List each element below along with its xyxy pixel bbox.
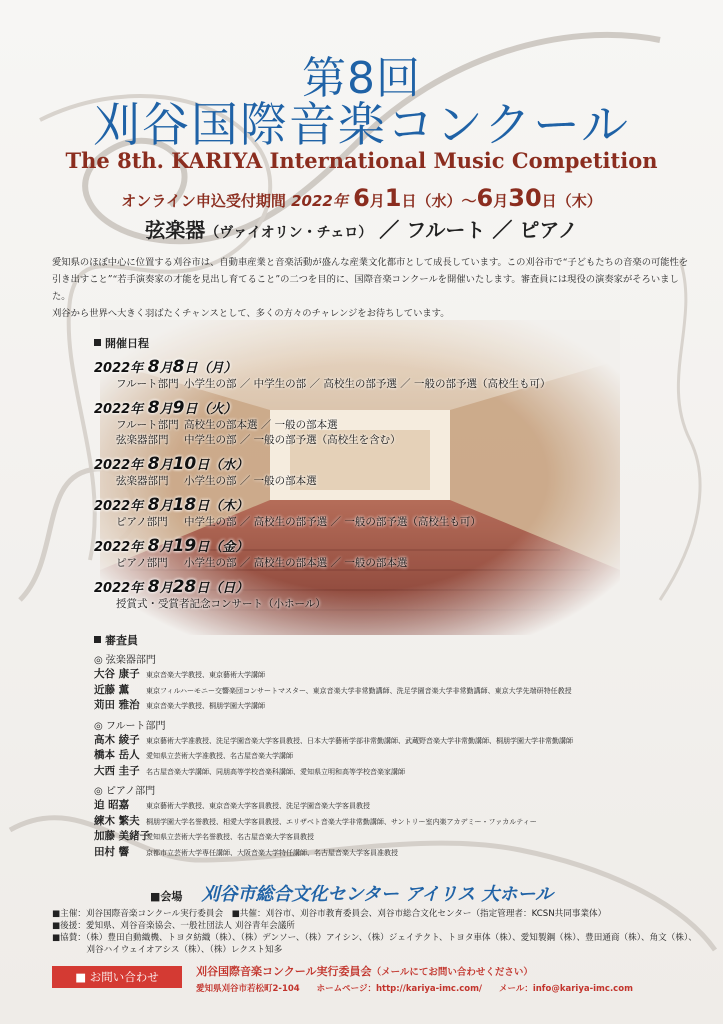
category-piano: ピアノ xyxy=(519,218,578,242)
judge-entry xyxy=(94,814,694,830)
period-year: 2022年 xyxy=(291,192,348,210)
day-unit: 日 xyxy=(196,540,210,555)
schedule-date xyxy=(94,454,694,474)
judges-heading xyxy=(94,632,694,648)
day-unit: 日 xyxy=(196,581,210,596)
schedule-section xyxy=(94,335,694,612)
day-unit: 日 xyxy=(541,192,557,210)
event-detail: 中学生の部 ／ 一般の部予選（高校生を含む） xyxy=(184,434,401,446)
category-sep: ／ xyxy=(379,218,400,242)
schedule-date xyxy=(94,398,694,418)
judge-title: 東京音楽大学教授、東京藝術大学講師 xyxy=(146,671,265,679)
month-unit: 月 xyxy=(159,499,173,514)
period-end-month: 6 xyxy=(476,184,494,212)
date-month: 8 xyxy=(147,536,160,556)
date-day: 19 xyxy=(172,536,197,556)
month-unit: 月 xyxy=(159,361,173,376)
judge-group-title: ◎ フルート部門 xyxy=(94,720,166,732)
judge-name: 大西 圭子 xyxy=(94,764,140,777)
judge-entry xyxy=(94,733,694,749)
period-start-dow: （水） xyxy=(416,192,462,210)
event-dept: 弦楽器部門 xyxy=(116,434,169,446)
judge-entry xyxy=(94,748,694,764)
competition-title: 刈谷国際音楽コンクール xyxy=(92,98,631,153)
date-year: 2022年 xyxy=(94,540,144,555)
date-dow: （金） xyxy=(209,540,249,555)
category-strings-detail: （ヴァイオリン・チェロ） xyxy=(205,225,373,241)
application-period xyxy=(0,184,723,212)
schedule-date xyxy=(94,536,694,556)
event-dept: ピアノ部門 xyxy=(116,557,168,569)
period-end-day: 30 xyxy=(508,184,542,212)
date-year: 2022年 xyxy=(94,499,144,514)
day-unit: 日 xyxy=(184,402,198,417)
month-unit: 月 xyxy=(493,192,509,210)
credits-line: ■後援：愛知県、刈谷音楽協会、一般社団法人 刈谷青年会議所 xyxy=(52,921,295,931)
bullet-square-icon xyxy=(94,636,101,643)
date-dow: （木） xyxy=(209,499,249,514)
contact-email-link[interactable]: メール：info@kariya-imc.com xyxy=(499,984,633,994)
event-detail: 小学生の部 ／ 中学生の部 ／ 高校生の部予選 ／ 一般の部予選（高校生も可） xyxy=(184,378,551,390)
schedule-date xyxy=(94,357,694,377)
event-dept: ピアノ部門 xyxy=(116,516,168,528)
period-tilde: ～ xyxy=(461,192,477,210)
contact-homepage-link[interactable]: ホームページ：http://kariya-imc.com/ xyxy=(316,984,483,994)
judge-group-title: ◎ ピアノ部門 xyxy=(94,786,156,797)
judge-title: 東京フィルハーモニー交響楽団コンサートマスター、東京音楽大学非常勤講師、洗足学園音楽大学非常勤講師、東京大学先端研特任教授 xyxy=(146,686,572,695)
venue-label: ■会場 xyxy=(150,890,183,903)
date-dow: （日） xyxy=(209,581,249,596)
organizer-name: 刈谷国際音楽コンクール実行委員会 xyxy=(196,965,372,978)
period-start-month: 6 xyxy=(353,184,370,212)
judges-section xyxy=(94,632,694,860)
period-label: オンライン申込受付期間 xyxy=(121,192,286,210)
date-month: 8 xyxy=(147,398,160,418)
event-detail: 小学生の部 ／ 高校生の部本選 ／ 一般の部本選 xyxy=(184,557,408,569)
bullet-square-icon xyxy=(94,339,101,346)
period-end-dow: （木） xyxy=(556,192,602,210)
date-month: 8 xyxy=(147,495,160,515)
intro-line: 愛知県のほぼ中心に位置する刈谷市は、自動車産業と音楽活動が盛んな産業文化都市として成長しています。この刈谷市で“子どもたちの音楽の可能性を xyxy=(52,257,689,268)
date-dow: （火） xyxy=(197,402,237,417)
credits-line: ■主催：刈谷国際音楽コンクール実行委員会 ■共催：刈谷市、刈谷市教育委員会、刈谷市総合文化センター（指定管理者：KCSN共同事業体） xyxy=(52,909,607,919)
date-month: 8 xyxy=(147,454,160,474)
day-unit: 日 xyxy=(401,192,417,210)
judge-title: 東京藝術大学准教授、洗足学園音楽大学客員教授、日本大学藝術学部非常勤講師、武蔵野音楽大学非常勤講師、桐朋学園大学非常勤講師 xyxy=(146,736,573,745)
month-unit: 月 xyxy=(369,192,385,210)
category-strings: 弦楽器 xyxy=(145,218,206,242)
judge-title: 愛知県立芸術大学名誉教授、名古屋音楽大学客員教授 xyxy=(146,833,314,841)
judge-entry xyxy=(94,667,694,683)
venue-name: 刈谷市総合文化センター アイリス 大ホール xyxy=(201,884,553,905)
organizer-note: （メールにてお問い合わせください） xyxy=(371,967,533,978)
judge-entry xyxy=(94,829,694,845)
judge-name: 橋本 岳人 xyxy=(94,749,140,761)
judge-entry xyxy=(94,764,694,780)
schedule-event xyxy=(116,597,694,612)
date-dow: （月） xyxy=(197,361,237,376)
event-detail: 高校生の部本選 ／ 一般の部本選 xyxy=(184,419,338,431)
contact-label: ■ お問い合わせ xyxy=(52,966,182,988)
judge-entry xyxy=(94,683,694,699)
judge-name: 加藤 美緒子 xyxy=(94,830,151,842)
intro-text xyxy=(52,254,692,322)
schedule-event xyxy=(116,474,694,489)
intro-line: 引き出すこと”“若手演奏家の才能を見出し育てること”の二つを目的に、国際音楽コンクールを開催いたします。審査員には現役の演奏家がそろいました。 xyxy=(52,274,679,302)
judge-name: 苅田 雅治 xyxy=(94,699,140,711)
judge-name: 練木 繁夫 xyxy=(94,814,140,827)
date-year: 2022年 xyxy=(94,402,144,417)
schedule-date xyxy=(94,577,694,597)
month-unit: 月 xyxy=(159,402,173,417)
schedule-event xyxy=(116,515,694,530)
judge-entry xyxy=(94,845,694,861)
date-year: 2022年 xyxy=(94,361,144,376)
event-dept: フルート部門 xyxy=(116,378,179,390)
judge-name: 田村 響 xyxy=(94,845,130,858)
judge-name: 高木 綾子 xyxy=(94,733,140,746)
organizer-contact xyxy=(196,963,533,979)
date-year: 2022年 xyxy=(94,458,144,473)
categories-line xyxy=(0,214,723,243)
judge-name: 近藤 薫 xyxy=(94,683,130,696)
contact-details xyxy=(196,982,647,994)
judge-title: 愛知県立芸術大学准教授、名古屋音楽大学講師 xyxy=(146,752,293,760)
date-month: 8 xyxy=(147,357,160,377)
credits-block xyxy=(52,908,697,956)
event-detail: 小学生の部 ／ 一般の部本選 xyxy=(184,475,317,487)
schedule-heading xyxy=(94,335,694,351)
date-month: 8 xyxy=(147,577,160,597)
event-dept: 弦楽器部門 xyxy=(116,475,169,487)
event-detail: 授賞式・受賞者記念コンサート（小ホール） xyxy=(116,598,326,610)
judge-entry xyxy=(94,698,694,714)
schedule-event xyxy=(116,418,694,433)
venue-line xyxy=(150,880,553,906)
judge-title: 東京藝術大学教授、東京音楽大学客員教授、洗足学園音楽大学客員教授 xyxy=(146,802,370,810)
schedule-event xyxy=(116,377,694,392)
schedule-heading-text: 開催日程 xyxy=(105,337,149,350)
schedule-date xyxy=(94,495,694,515)
date-day: 10 xyxy=(172,454,197,474)
date-dow: （水） xyxy=(209,458,249,473)
day-unit: 日 xyxy=(196,458,210,473)
category-flute: フルート xyxy=(406,218,486,242)
day-unit: 日 xyxy=(196,499,210,514)
date-year: 2022年 xyxy=(94,581,144,596)
credits-line: 刈谷ハイウェイオアシス（株）、（株）レクスト知多 xyxy=(52,945,283,955)
event-dept: フルート部門 xyxy=(116,419,179,431)
schedule-event xyxy=(116,556,694,571)
contact-address: 愛知県刈谷市若松町2-104 xyxy=(196,984,300,994)
day-unit: 日 xyxy=(184,361,198,376)
judge-group-title: ◎ 弦楽器部門 xyxy=(94,655,156,666)
date-day: 8 xyxy=(172,357,185,377)
english-title: The 8th. KARIYA International Music Competition xyxy=(65,148,658,173)
date-day: 28 xyxy=(172,577,197,597)
period-start-day: 1 xyxy=(384,184,402,212)
judge-title: 名古屋音楽大学講師、同朋高等学校音楽科講師、愛知県立明和高等学校音楽家講師 xyxy=(146,767,405,776)
judge-name: 迫 昭嘉 xyxy=(94,799,130,811)
event-detail: 中学生の部 ／ 高校生の部予選 ／ 一般の部予選（高校生も可） xyxy=(184,516,481,528)
judge-title: 桐朋学園大学名誉教授、相愛大学客員教授、エリザベト音楽大学非常勤講師、サントリー室内楽アカデミー・ファカルティー xyxy=(146,817,537,826)
date-day: 18 xyxy=(172,495,197,515)
date-day: 9 xyxy=(172,398,185,418)
schedule-event xyxy=(116,433,694,448)
judge-title: 京都市立芸術大学専任講師、大阪音楽大学特任講師、名古屋音楽大学客員准教授 xyxy=(146,848,398,857)
category-sep: ／ xyxy=(492,218,513,242)
month-unit: 月 xyxy=(159,540,173,555)
month-unit: 月 xyxy=(159,458,173,473)
credits-line: ■協賛：（株）豊田自動織機、トヨタ紡織（株）、（株）デンソー、（株）アイシン、（株）ジェイテクト、トヨタ車体（株）、愛知製鋼（株）、豊田通商（株）、角文（株）、 xyxy=(52,933,697,943)
judge-name: 大谷 康子 xyxy=(94,668,140,680)
judges-heading-text: 審査員 xyxy=(105,634,138,647)
intro-line: 刈谷から世界へ大きく羽ばたくチャンスとして、多くの方々のチャレンジをお待ちしています。 xyxy=(52,308,450,319)
edition-title: 第8回 xyxy=(302,53,421,104)
month-unit: 月 xyxy=(159,581,173,596)
judge-entry xyxy=(94,798,694,814)
judge-title: 東京音楽大学教授、桐朋学園大学講師 xyxy=(146,702,265,710)
